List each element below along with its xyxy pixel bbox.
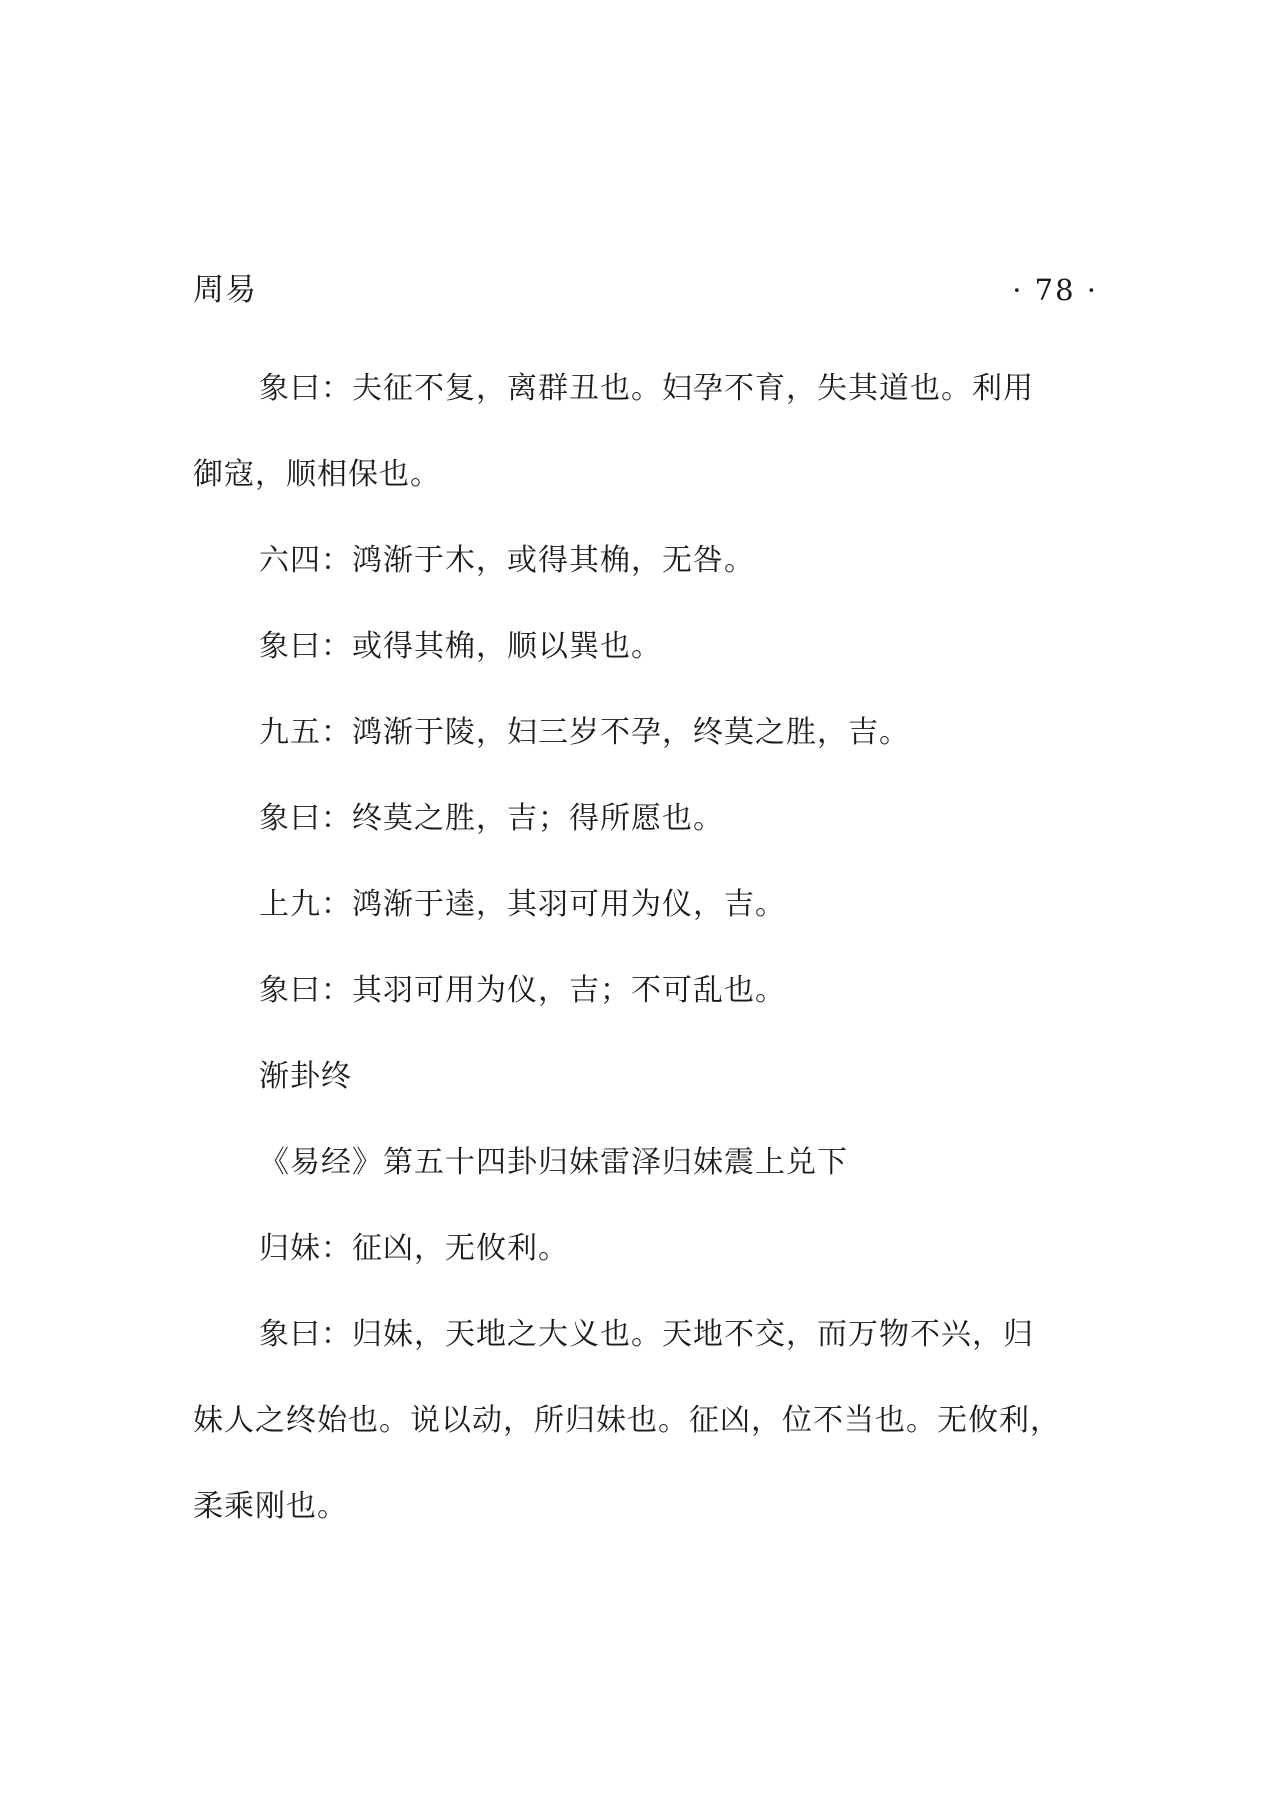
page-header xyxy=(193,268,1098,312)
page-number: · 78 · xyxy=(1012,273,1098,307)
section-end-line: 渐卦终 xyxy=(259,1059,352,1094)
text-line: 柔乘刚也。 xyxy=(193,1489,348,1524)
chapter-heading-line: 《易经》第五十四卦归妹雷泽归妹震上兑下 xyxy=(259,1145,848,1180)
text-line: 象曰：夫征不复，离群丑也。妇孕不育，失其道也。利用 xyxy=(259,371,1034,406)
text-line: 御寇，顺相保也。 xyxy=(193,457,441,492)
text-line: 象曰：或得其桷，顺以巽也。 xyxy=(259,629,662,664)
text-line: 象曰：终莫之胜，吉；得所愿也。 xyxy=(259,801,724,836)
text-line: 上九：鸿渐于逵，其羽可用为仪，吉。 xyxy=(259,887,786,922)
text-line: 归妹：征凶，无攸利。 xyxy=(259,1231,569,1266)
text-line: 九五：鸿渐于陵，妇三岁不孕，终莫之胜，吉。 xyxy=(259,715,910,750)
text-line: 妹人之终始也。说以动，所归妹也。征凶，位不当也。无攸利， xyxy=(193,1403,1061,1438)
body-text xyxy=(193,346,1105,1550)
text-line: 象曰：其羽可用为仪，吉；不可乱也。 xyxy=(259,973,786,1008)
running-title: 周易 xyxy=(193,272,257,308)
text-line: 象曰：归妹，天地之大义也。天地不交，而万物不兴，归 xyxy=(259,1317,1034,1352)
text-line: 六四：鸿渐于木，或得其桷，无咎。 xyxy=(259,543,755,578)
